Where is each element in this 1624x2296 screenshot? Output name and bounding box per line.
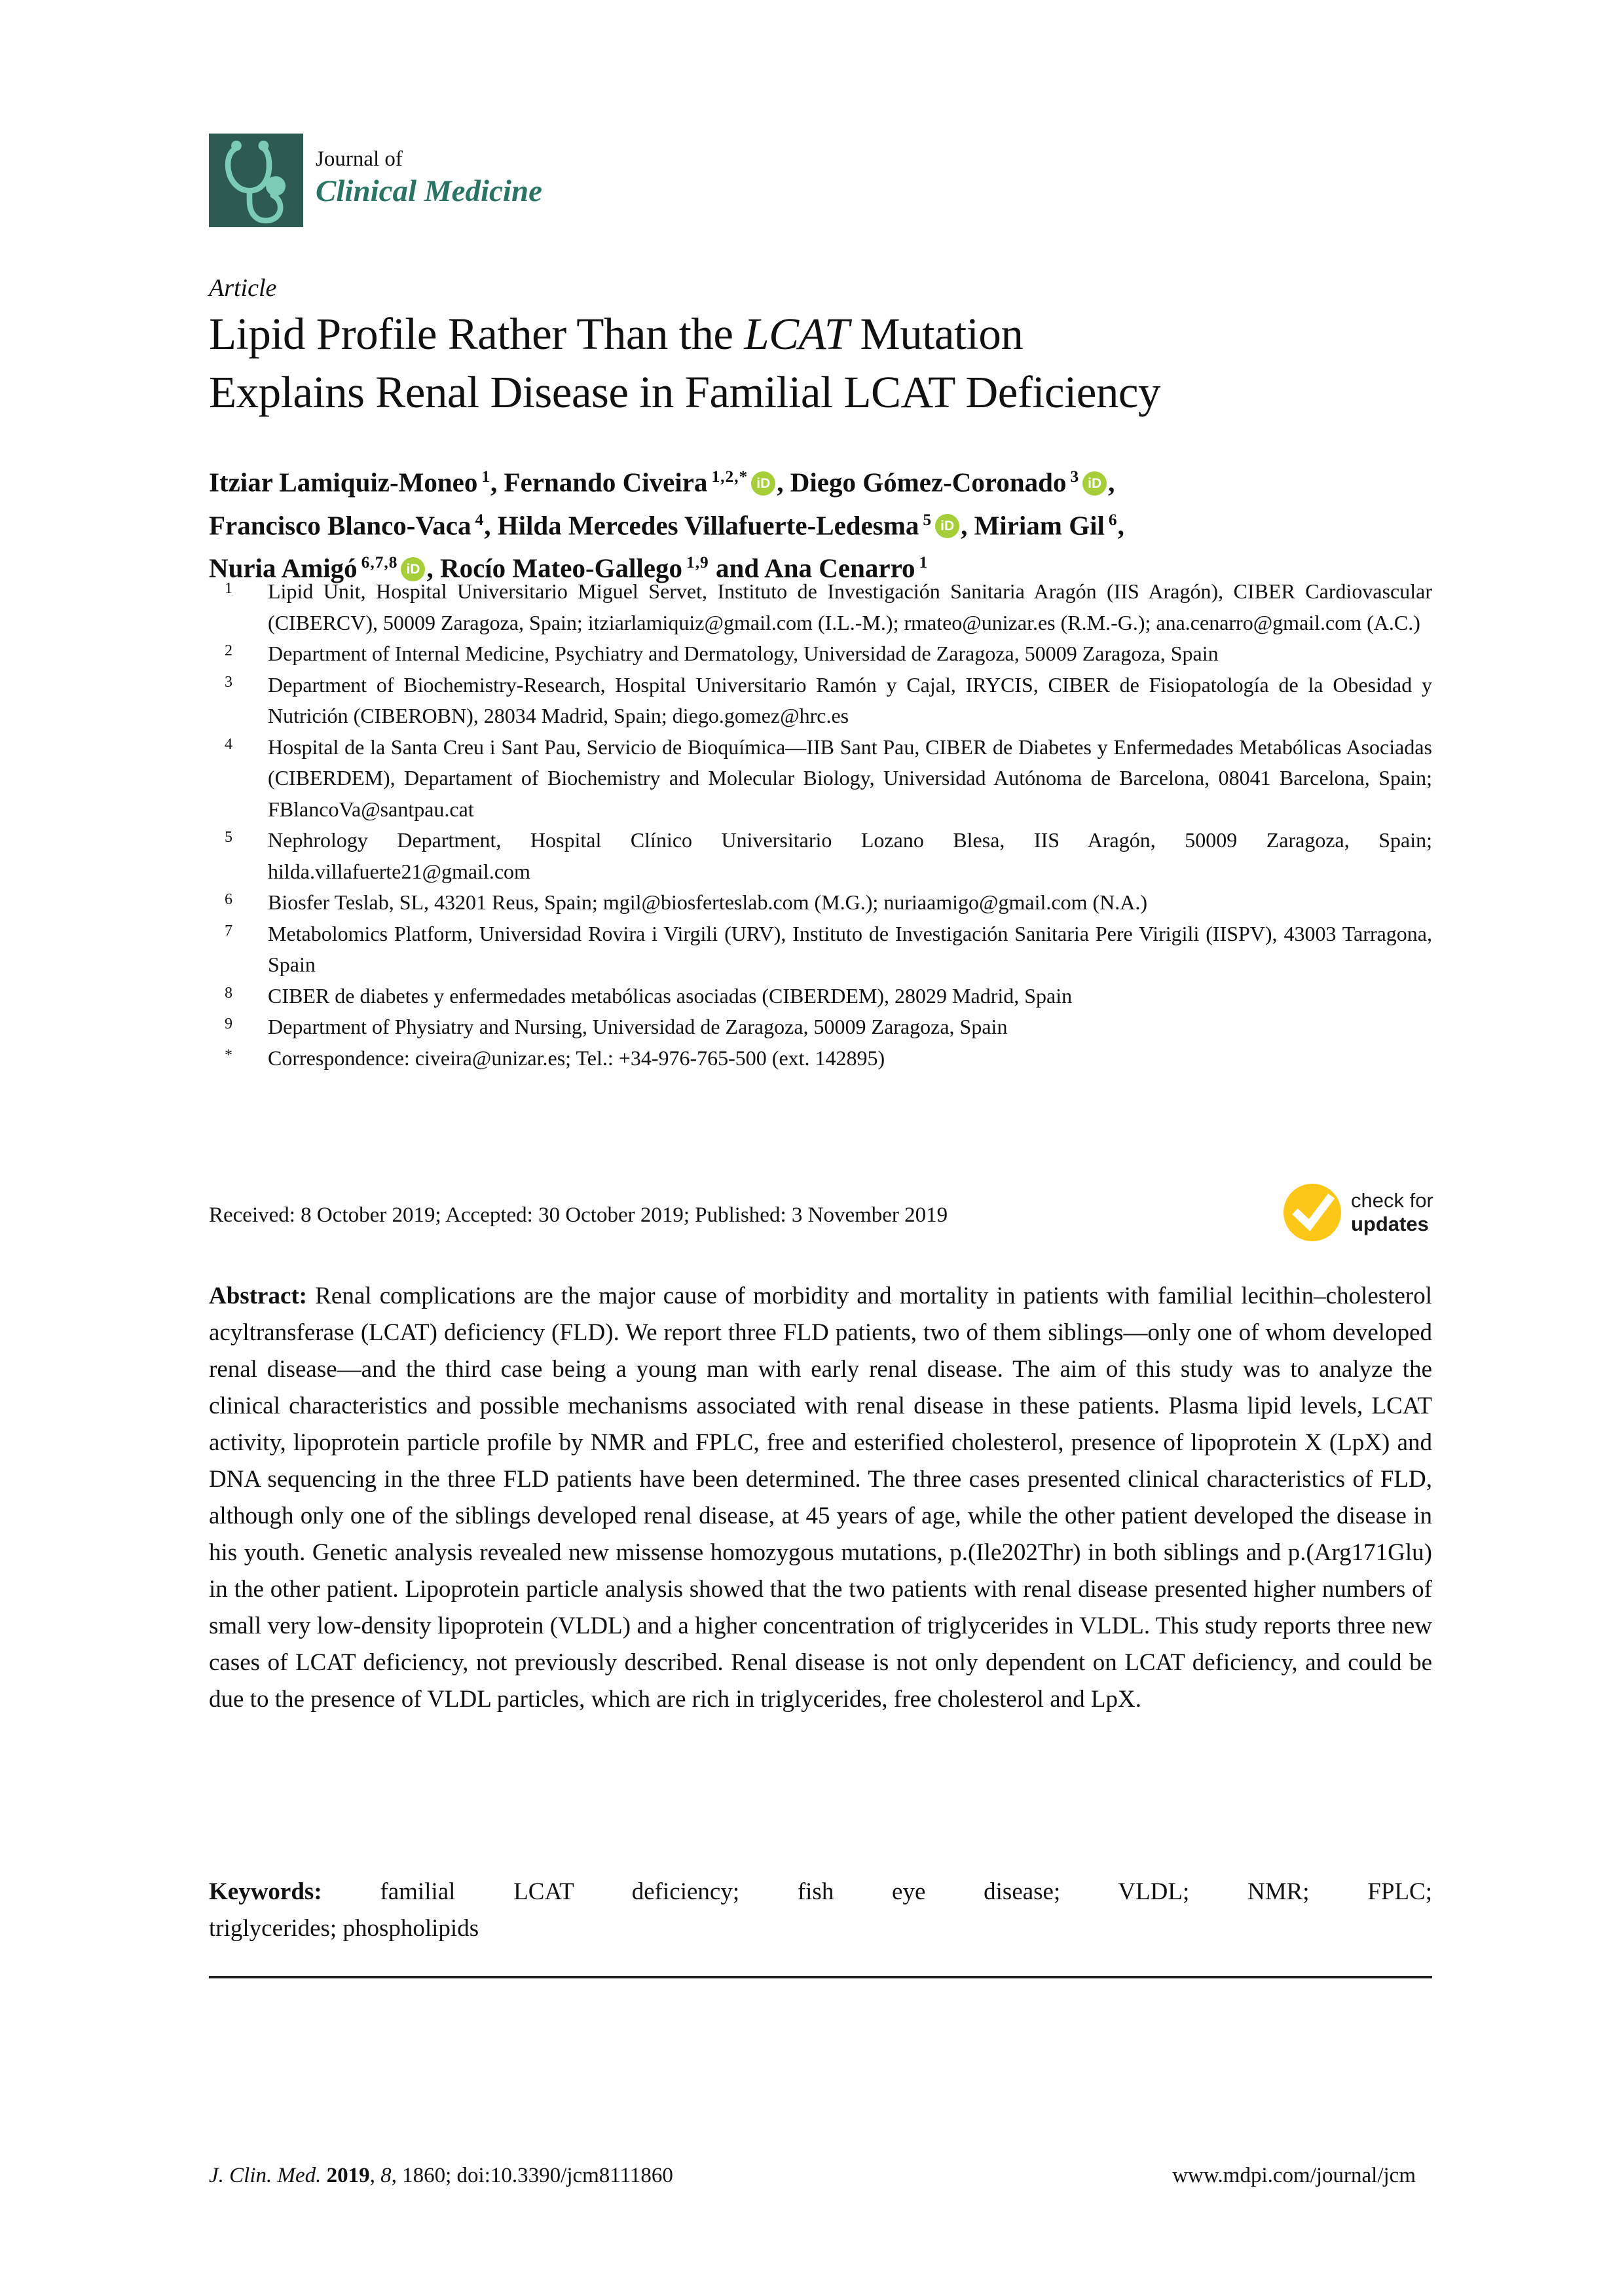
badge-line2: updates <box>1351 1212 1429 1235</box>
affiliation-item <box>209 981 1432 1012</box>
abstract-text: Renal complications are the major cause of morbidity and mortality in patients with familial lecithin–cholesterol acyltransferase (LCAT) deficiency (FLD). We report three FLD patients, two of them siblings—only one of whom developed renal disease—and the third case being a young man with early renal disease. The aim of this study was to analyze the clinical characteristics and possible mechanisms associated with renal disease in these patients. Plasma lipid levels, LCAT activity, lipoprotein particle profile by NMR and FPLC, free and esterified cholesterol, presence of lipoprotein X (LpX) and DNA sequencing in the three FLD patients have been determined. The three cases presented clinical characteristics of FLD, although only one of the siblings developed renal disease, at 45 years of age, while the other patient developed the disease in his youth. Genetic analysis revealed new missense homozygous mutations, p.(Ile202Thr) in both siblings and p.(Arg171Glu) in the other patient. Lipoprotein particle analysis showed that the two patients with renal disease presented higher numbers of small very low-density lipoprotein (VLDL) and a higher concentration of triglycerides in VLDL. This study reports three new cases of LCAT deficiency, not previously described. Renal disease is not only dependent on LCAT deficiency, and could be due to the presence of VLDL particles, which are rich in triglycerides, free cholesterol and LpX. <box>209 1283 1433 1713</box>
author-name: Ana Cenarro <box>764 553 915 583</box>
affiliation-number: 6 <box>225 891 232 908</box>
keywords-line2: triglycerides; phospholipids <box>209 1915 479 1942</box>
affiliation-number: * <box>225 1046 232 1064</box>
author-affiliation-superscript: 1 <box>481 467 491 486</box>
author-affiliation-superscript: 6 <box>1108 510 1118 529</box>
affiliation-text: Metabolomics Platform, Universidad Rovira i Virgili (URV), Instituto de Investigación Sanitaria Pere Virigili (IISPV), 43003 Tarragona, Spain <box>268 921 1432 976</box>
badge-text <box>1351 1189 1433 1236</box>
citation-year: 2019 <box>326 2164 370 2187</box>
title-segment: Lipid Profile Rather Than the <box>209 309 745 359</box>
affiliation-text: Hospital de la Santa Creu i Sant Pau, Servicio de Bioquímica—IIB Sant Pau, CIBER de Diabetes y Enfermedades Metabólicas Asociadas (CIBERDEM), Departament of Biochemistry and Molecular Biology, Universidad Autónoma de Barcelona, 08041 Barcelona, Spain; FBlancoVa@santpau.cat <box>268 735 1432 821</box>
affiliation-item <box>209 576 1432 638</box>
citation-doi: , 1860; doi:10.3390/jcm8111860 <box>391 2164 673 2187</box>
journal-name-line2: Clinical Medicine <box>316 174 542 208</box>
author-name: Fernando Civeira <box>504 467 708 498</box>
affiliation-text: Department of Internal Medicine, Psychiatry and Dermatology, Universidad de Zaragoza, 50009 Zaragoza, Spain <box>268 642 1219 665</box>
author-name: Diego Gómez-Coronado <box>790 467 1067 498</box>
orcid-icon[interactable]: iD <box>751 471 775 496</box>
citation-footer <box>209 2164 673 2188</box>
author-separator: , <box>426 553 440 583</box>
author-separator: , <box>484 510 498 541</box>
orcid-icon[interactable]: iD <box>1082 471 1107 496</box>
affiliation-text: Nephrology Department, Hospital Clínico Universitario Lozano Blesa, IIS Aragón, 50009 Zaragoza, Spain; hilda.villafuerte21@gmail.com <box>268 828 1432 883</box>
title-line2: Explains Renal Disease in Familial LCAT Deficiency <box>209 367 1161 417</box>
author-separator: , <box>961 510 974 541</box>
journal-name-line1: Journal of <box>316 147 403 171</box>
affiliation-number: 4 <box>225 735 232 753</box>
stethoscope-icon <box>209 134 303 227</box>
title-segment: Mutation <box>849 309 1024 359</box>
author-affiliation-superscript: 3 <box>1070 467 1080 486</box>
affiliation-text: Department of Physiatry and Nursing, Universidad de Zaragoza, 50009 Zaragoza, Spain <box>268 1015 1008 1038</box>
check-for-updates-badge[interactable] <box>1283 1184 1433 1241</box>
affiliation-list <box>209 576 1432 1074</box>
citation-volume: 8 <box>380 2164 392 2187</box>
checkmark-icon <box>1283 1184 1341 1241</box>
affiliation-item <box>209 670 1432 732</box>
affiliation-number: 5 <box>225 829 232 846</box>
author-separator: , <box>490 467 504 498</box>
orcid-icon[interactable]: iD <box>401 557 425 581</box>
affiliation-item <box>209 732 1432 826</box>
author-name: Francisco Blanco-Vaca <box>209 510 471 541</box>
author-name: Hilda Mercedes Villafuerte-Ledesma <box>497 510 919 541</box>
author-affiliation-superscript: 5 <box>923 510 932 529</box>
journal-name <box>316 147 542 208</box>
abstract-label: Abstract: <box>209 1283 308 1309</box>
author-name: Miriam Gil <box>974 510 1105 541</box>
author-affiliation-superscript: 4 <box>475 510 485 529</box>
article-title <box>209 305 1447 422</box>
article-type-label: Article <box>209 274 277 302</box>
author-name: Nuria Amigó <box>209 553 358 583</box>
affiliation-number: 7 <box>225 922 232 939</box>
title-gene-italic: LCAT <box>744 309 849 359</box>
affiliation-text: Lipid Unit, Hospital Universitario Miguel Servet, Instituto de Investigación Sanitaria Aragón (IIS Aragón), CIBER Cardiovascular (CIBERCV), 50009 Zaragoza, Spain; itziarlamiquiz@gmail.com (I.L.-M.); rmateo@unizar.es (R.M.-G.); ana.cenarro@gmail.com (A.C.) <box>268 579 1432 634</box>
keywords-label: Keywords: <box>209 1878 322 1905</box>
author-separator: , <box>1108 467 1115 498</box>
affiliation-item <box>209 825 1432 887</box>
author-affiliation-superscript: 6,7,8 <box>361 553 398 572</box>
badge-line1: check for <box>1351 1189 1433 1212</box>
publication-dates: Received: 8 October 2019; Accepted: 30 October 2019; Published: 3 November 2019 <box>209 1203 948 1227</box>
author-separator: , <box>1117 510 1124 541</box>
keywords-line1: familial LCAT deficiency; fish eye disease; VLDL; NMR; FPLC; <box>380 1878 1432 1905</box>
affiliation-item <box>209 887 1432 919</box>
affiliation-number: 8 <box>225 984 232 1002</box>
affiliation-number: 9 <box>225 1015 232 1032</box>
affiliation-item <box>209 919 1432 981</box>
author-name: Itziar Lamiquiz-Moneo <box>209 467 478 498</box>
affiliation-text: CIBER de diabetes y enfermedades metabólicas asociadas (CIBERDEM), 28029 Madrid, Spain <box>268 983 1073 1008</box>
affiliation-number: 2 <box>225 642 232 659</box>
keywords <box>209 1874 1432 1947</box>
affiliation-item <box>209 1043 1432 1074</box>
affiliation-text: Department of Biochemistry-Research, Hospital Universitario Ramón y Cajal, IRYCIS, CIBER de Fisiopatología de la Obesidad y Nutrición (CIBEROBN), 28034 Madrid, Spain; diego.gomez@hrc.es <box>268 672 1432 727</box>
journal-logo <box>209 134 303 227</box>
author-separator: and <box>709 553 765 583</box>
author-affiliation-superscript: 1,2,* <box>711 467 748 486</box>
citation-separator: , <box>369 2164 381 2187</box>
author-separator: , <box>777 467 790 498</box>
author-affiliation-superscript: 1,9 <box>686 553 709 572</box>
affiliation-number: 1 <box>225 580 232 597</box>
affiliation-item <box>209 638 1432 670</box>
orcid-icon[interactable]: iD <box>935 514 959 538</box>
section-divider <box>209 1976 1432 1979</box>
affiliation-number: 3 <box>225 673 232 691</box>
author-name: Rocío Mateo-Gallego <box>439 553 682 583</box>
affiliation-text: Correspondence: civeira@unizar.es; Tel.: +34-976-765-500 (ext. 142895) <box>268 1046 885 1070</box>
affiliation-text: Biosfer Teslab, SL, 43201 Reus, Spain; mgil@biosferteslab.com (M.G.); nuriaamigo@gmail.com (N.A.) <box>268 890 1148 914</box>
journal-url[interactable]: www.mdpi.com/journal/jcm <box>1172 2164 1416 2187</box>
abstract <box>209 1278 1432 1718</box>
affiliation-item <box>209 1011 1432 1043</box>
author-list <box>209 458 1375 587</box>
author-affiliation-superscript: 1 <box>919 553 929 572</box>
journal-abbreviation: J. Clin. Med. <box>209 2164 327 2187</box>
